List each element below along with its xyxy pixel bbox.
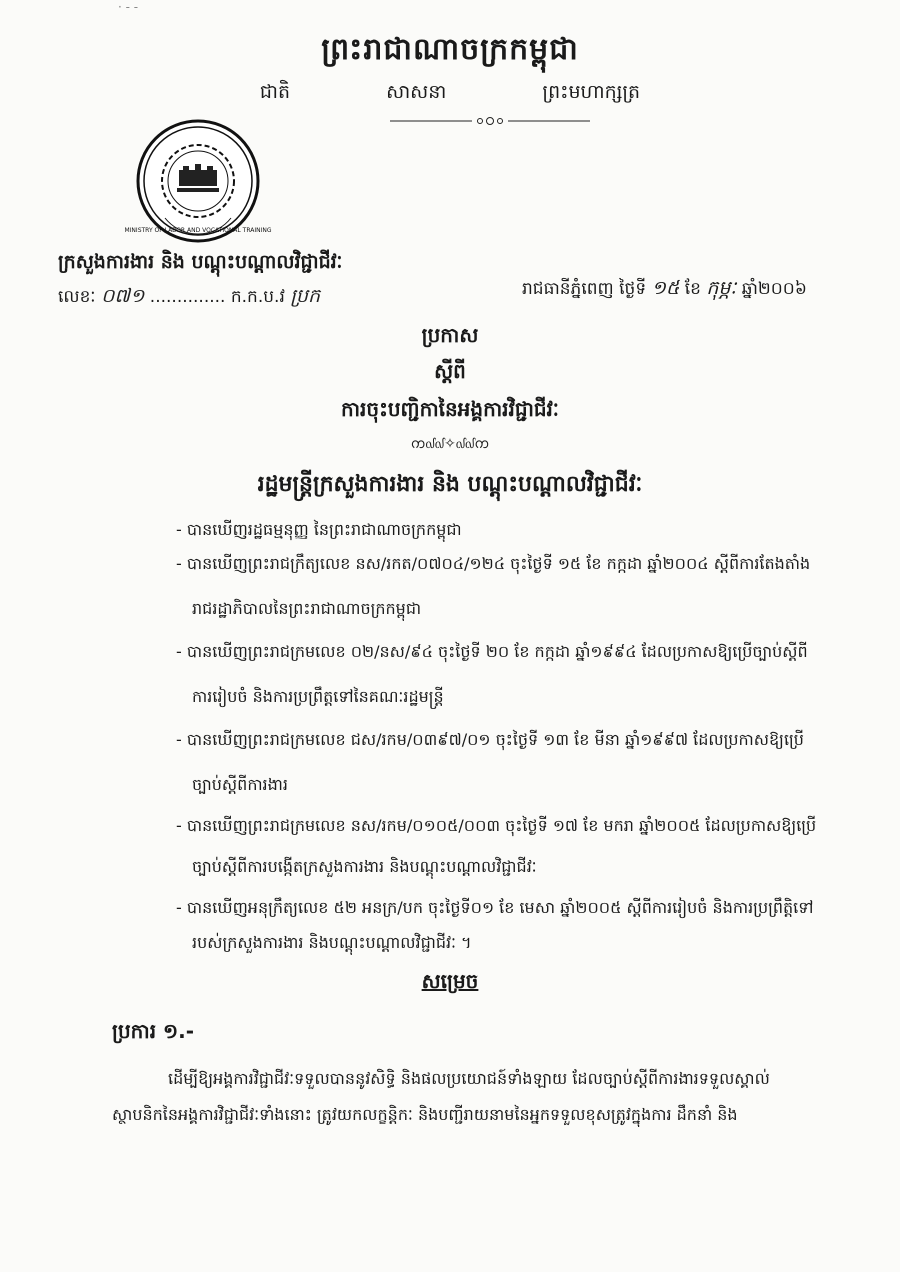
ref-prefix: លេខៈ (58, 287, 96, 307)
ref-number: ០៧១ (100, 285, 145, 307)
margin-scribble: · - - (118, 0, 139, 14)
seal-text: MINISTRY OF LABOR AND VOCATIONAL TRAINING (124, 227, 272, 234)
kingdom-heading: ព្រះរាជាណាចក្រកម្ពុជា (321, 32, 579, 67)
date-place: រាជធានីភ្នំពេញ ថ្ងៃទី (522, 279, 647, 299)
clause-1: - បានឃើញរដ្ឋធម្មនុញ្ញ នៃព្រះរាជាណាចក្រកម្ពុជា (176, 520, 462, 539)
date-day: ១៥ (651, 277, 680, 299)
document-type: ប្រកាស (421, 323, 479, 347)
clause-5: - បានឃើញព្រះរាជក្រមលេខ នស/រកម/០១០៥/០០៣ ចុះថ្ងៃទី ១៧ ខែ មករា ឆ្នាំ២០០៥ ដែលប្រកាសឱ្យប្រើ (176, 816, 817, 835)
date-month: កុម្ភៈ (706, 277, 737, 299)
ministry-seal-icon (124, 118, 272, 244)
ref-handwritten: ប្រក (290, 285, 321, 307)
clause-2: - បានឃើញព្រះរាជក្រឹត្យលេខ នស/រកត/០៧០៤/១២៤ ចុះថ្ងៃទី ១៥ ខែ កក្កដា ឆ្នាំ២០០៤ ស្តីពីការតែងតាំង (176, 554, 811, 573)
document-subject: ការចុះបញ្ជិកានៃអង្គការវិជ្ជាជីវៈ (340, 397, 560, 421)
national-motto (0, 80, 900, 108)
clause-6: - បានឃើញអនុក្រឹត្យលេខ ៥២ អនក្រ/បក ចុះថ្ងៃទី០១ ខែ មេសា ឆ្នាំ២០០៥ ស្តីពីការរៀបចំ និងការប្រព្រឹត្តិទៅ (176, 898, 814, 917)
date-month-label: ខែ (684, 279, 701, 299)
clause-3-cont: ការរៀបចំ និងការប្រព្រឹត្តទៅនៃគណៈរដ្ឋមន្ត្រី (192, 687, 444, 706)
motto-religion: សាសនា (386, 81, 447, 103)
motto-nation: ជាតិ (259, 81, 291, 103)
clause-5-cont: ច្បាប់ស្តីពីការបង្កើតក្រសួងការងារ និងបណ្តុះបណ្តាលវិជ្ជាជីវៈ (192, 857, 537, 876)
article-1-text-line-2: ស្ថាបនិកនៃអង្គការវិជ្ជាជីវៈទាំងនោះ ត្រូវយកលក្ខន្តិកៈ និងបញ្ជីរាយនាមនៃអ្នកទទួលខុសត្រូវក្នុងការ ដឹកនាំ និង (112, 1105, 738, 1124)
issue-date (522, 276, 807, 304)
issuing-ministry: ក្រសួងការងារ និង បណ្តុះបណ្តាលវិជ្ជាជីវៈ (58, 251, 343, 273)
title-about: ស្តីពី (434, 359, 466, 383)
article-1-text-line-1: ដើម្បីឱ្យអង្គការវិជ្ជាជីវៈទទួលបាននូវសិទ្ធិ និងផលប្រយោជន៍ទាំងឡាយ ដែលច្បាប់ស្តីពីការងារទទួលស្គាល់ (168, 1069, 770, 1088)
ref-dots: .............. (149, 287, 226, 307)
clause-4-cont: ច្បាប់ស្តីពីការងារ (192, 775, 288, 794)
ornamental-divider (390, 116, 590, 126)
clause-2-cont: រាជរដ្ឋាភិបាលនៃព្រះរាជាណាចក្រកម្ពុជា (192, 599, 422, 618)
date-year: ឆ្នាំ២០០៦ (741, 279, 807, 299)
minister-heading: រដ្ឋមន្ត្រីក្រសួងការងារ និង បណ្តុះបណ្តាលវិជ្ជាជីវៈ (257, 472, 643, 497)
clause-3: - បានឃើញព្រះរាជក្រមលេខ ០២/នស/៩៤ ចុះថ្ងៃទី ២០ ខែ កក្កដា ឆ្នាំ១៩៩៤ ដែលប្រកាសឱ្យប្រើច្បាប់ស្តីពី (176, 642, 808, 661)
motto-king: ព្រះមហាក្សត្រ (542, 81, 641, 103)
reference-number (58, 284, 320, 312)
clause-6-cont: របស់ក្រសួងការងារ និងបណ្តុះបណ្តាលវិជ្ជាជីវៈ ។ (192, 933, 472, 952)
ref-suffix: ក.ក.ប.វ (230, 287, 285, 307)
clause-4: - បានឃើញព្រះរាជក្រមលេខ ជស/រកម/០៣៩៧/០១ ចុះថ្ងៃទី ១៣ ខែ មីនា ឆ្នាំ១៩៩៧ ដែលប្រកាសឱ្យប្រើ (176, 730, 804, 749)
title-ornament: ᨠ᧞᧞✧᧞᧞ᨠ (410, 436, 490, 452)
decision-heading: សម្រេច (421, 969, 479, 993)
article-1-heading: ប្រការ ១.- (112, 1019, 195, 1043)
